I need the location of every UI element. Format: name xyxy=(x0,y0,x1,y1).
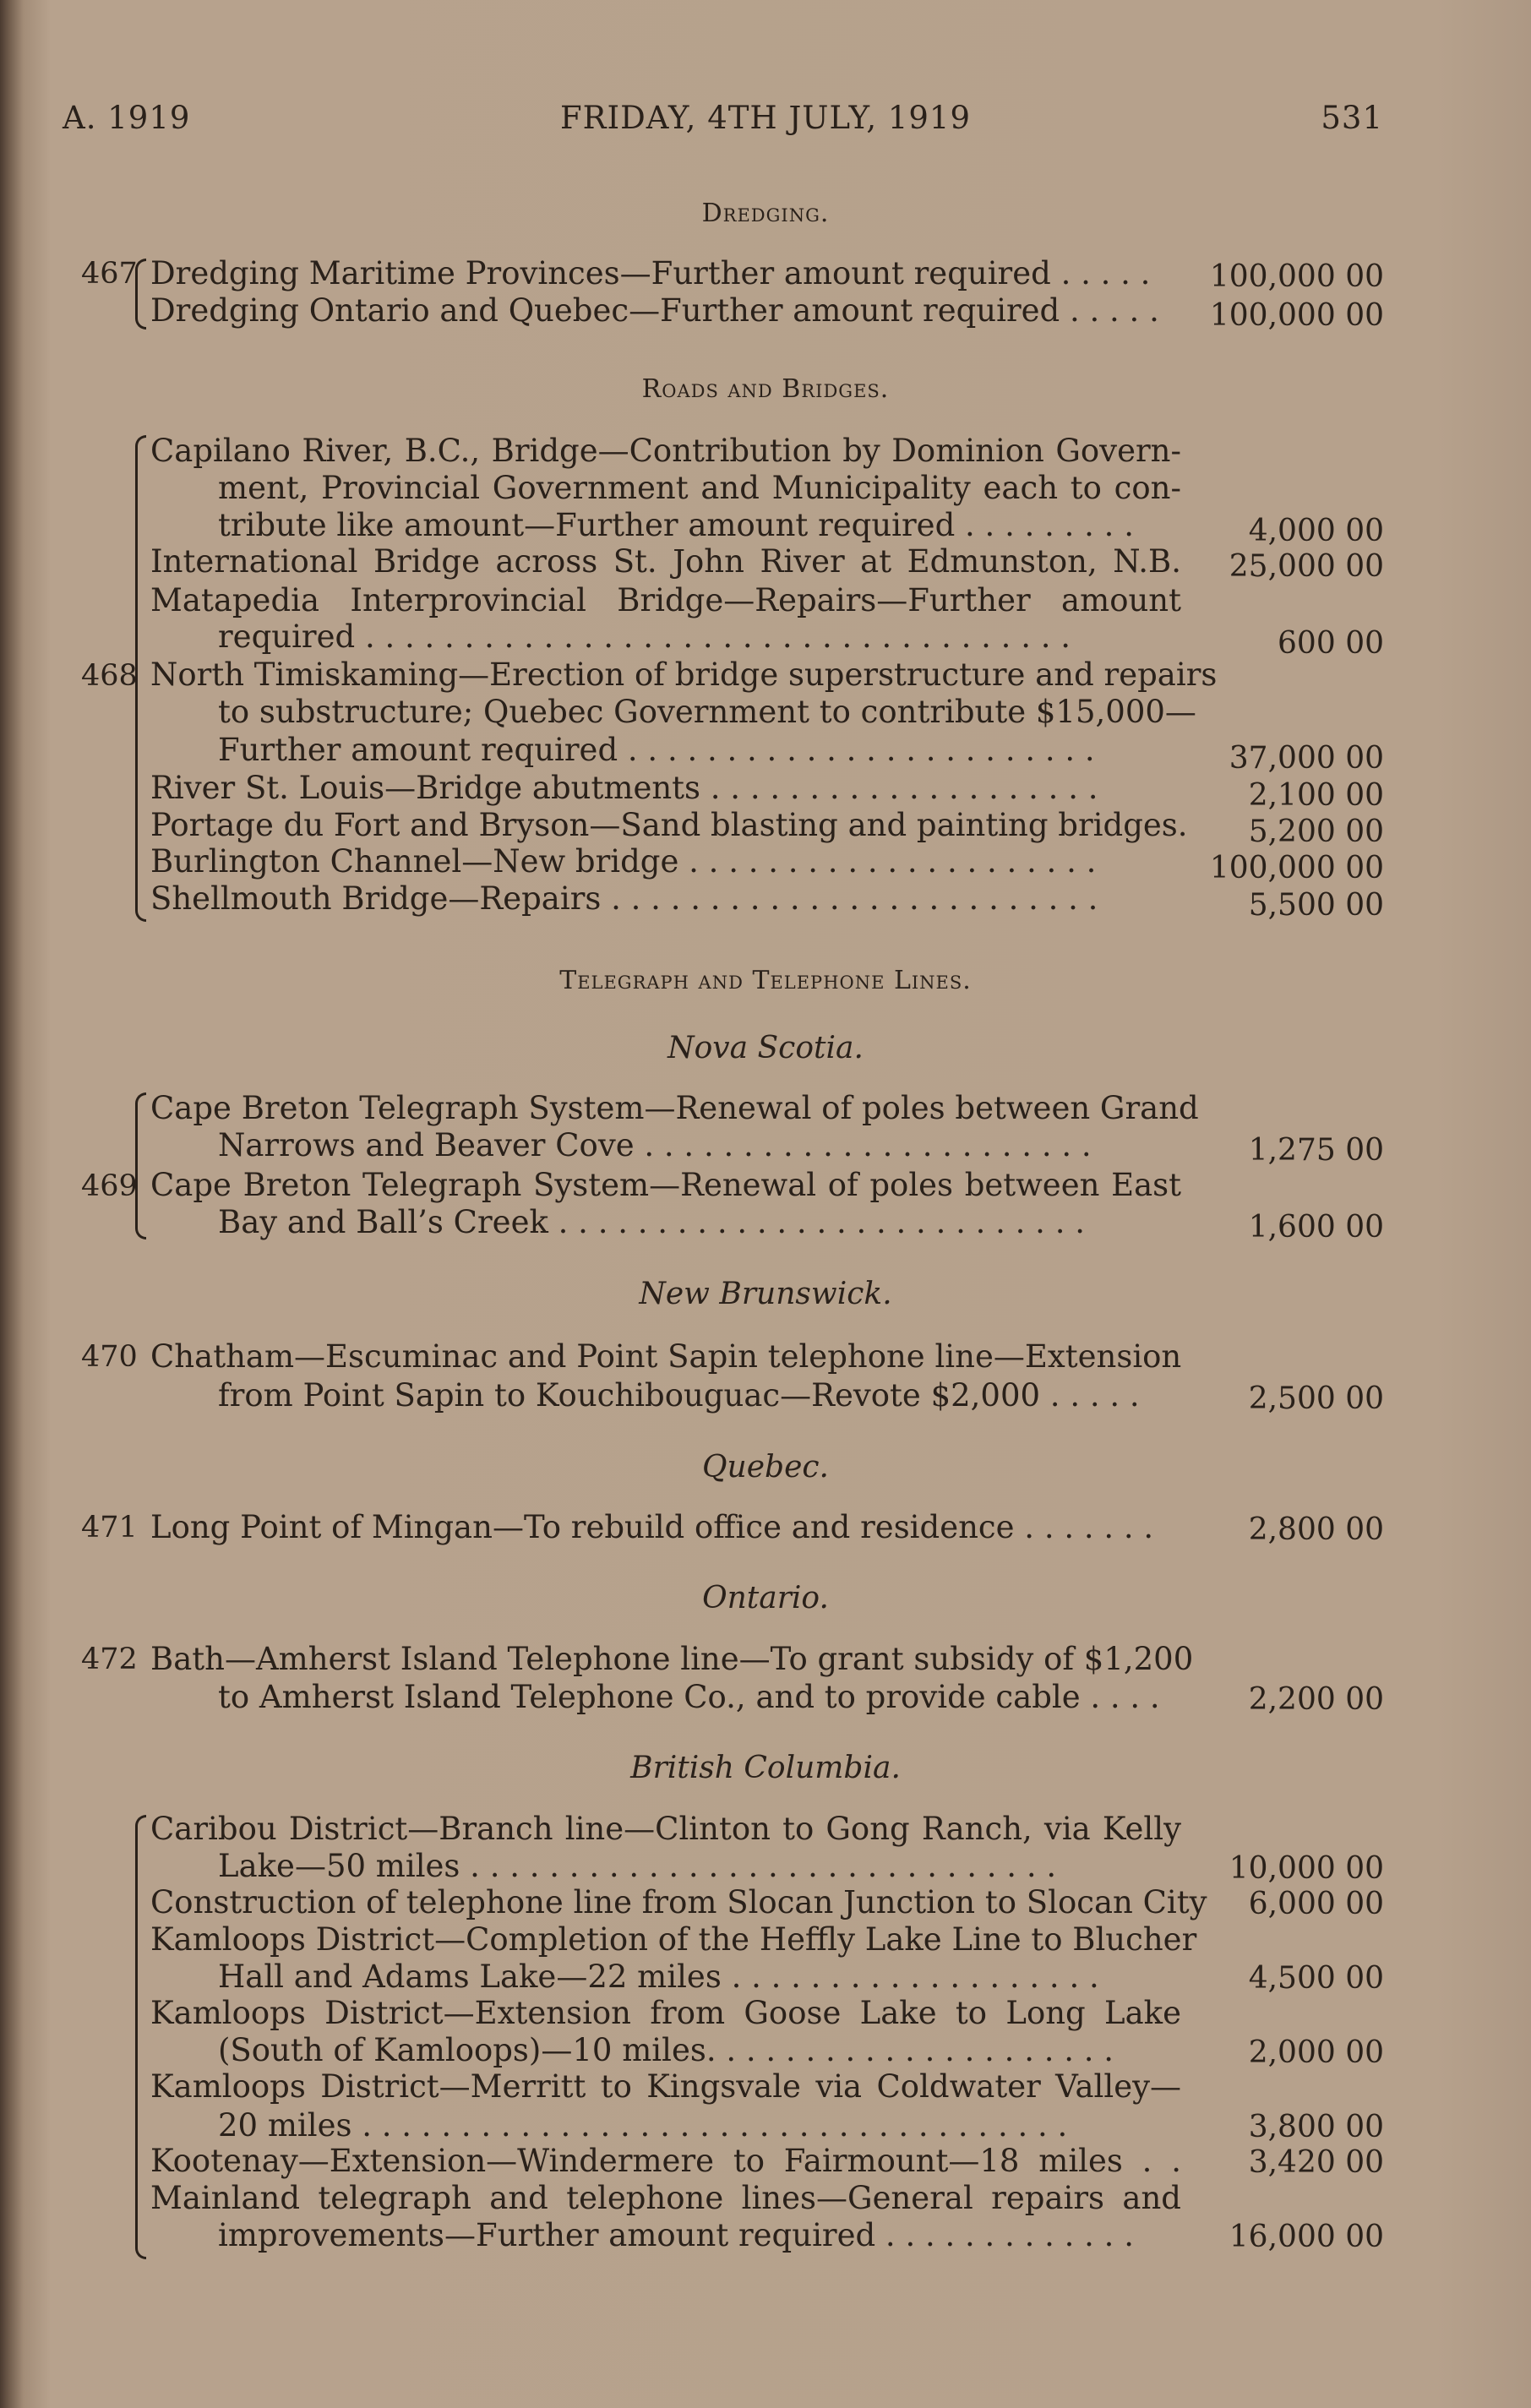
item-text: Matapedia Interprovincial Bridge—Repairs—Further amount xyxy=(150,582,1181,618)
item-brace xyxy=(135,1092,146,1239)
item-number: 467 xyxy=(81,257,138,291)
item-text: to substructure; Quebec Government to contribute $15,000— xyxy=(218,694,1196,730)
item-text: Dredging Ontario and Quebec—Further amount required . . . . . xyxy=(150,292,1159,329)
item-text: Dredging Maritime Provinces—Further amount required . . . . . xyxy=(150,255,1151,291)
item-amount: 5,200 00 xyxy=(1248,814,1384,849)
item-text: North Timiskaming—Erection of bridge superstructure and repairs xyxy=(150,656,1218,693)
item-text: Burlington Channel—New bridge . . . . . . . . . . . . . . . . . . . . . xyxy=(150,843,1097,880)
subsection-heading: Quebec. xyxy=(702,1450,829,1485)
item-amount: 4,000 00 xyxy=(1248,514,1384,548)
section-heading-dredging: Dredging. xyxy=(701,199,830,228)
item-text: Capilano River, B.C., Bridge—Contribution by Dominion Govern- xyxy=(150,433,1181,469)
page-number: 531 xyxy=(1321,100,1383,136)
item-brace xyxy=(135,1815,146,2259)
item-amount: 4,500 00 xyxy=(1248,1961,1384,1996)
item-amount: 25,000 00 xyxy=(1229,549,1384,584)
item-number: 469 xyxy=(81,1169,138,1203)
item-amount: 3,800 00 xyxy=(1248,2110,1384,2144)
item-amount: 100,000 00 xyxy=(1209,259,1384,294)
item-number: 471 xyxy=(81,1511,138,1544)
item-text: improvements—Further amount required . . . . . . . . . . . . . xyxy=(218,2217,1134,2253)
item-text: Mainland telegraph and telephone lines—General repairs and xyxy=(150,2180,1181,2216)
item-text: Cape Breton Telegraph System—Renewal of poles between East xyxy=(150,1167,1181,1203)
item-text: Cape Breton Telegraph System—Renewal of poles between Grand xyxy=(150,1090,1199,1126)
section-heading-telegraph: Telegraph and Telephone Lines. xyxy=(559,966,972,995)
item-text: Bath—Amherst Island Telephone line—To grant subsidy of $1,200 xyxy=(150,1641,1194,1677)
item-text: ment, Provincial Government and Municipality each to con- xyxy=(218,470,1181,506)
item-text: Lake—50 miles . . . . . . . . . . . . . . . . . . . . . . . . . . . . . . xyxy=(218,1848,1057,1884)
item-amount: 6,000 00 xyxy=(1248,1887,1384,1921)
item-text: Kamloops District—Completion of the Heffly Lake Line to Blucher xyxy=(150,1921,1197,1958)
item-amount: 100,000 00 xyxy=(1209,298,1384,333)
item-text: Caribou District—Branch line—Clinton to Gong Ranch, via Kelly xyxy=(150,1811,1181,1847)
session-year: A. 1919 xyxy=(63,100,191,136)
item-text: Long Point of Mingan—To rebuild office and residence . . . . . . . xyxy=(150,1509,1154,1545)
item-amount: 5,500 00 xyxy=(1248,888,1384,923)
item-text: tribute like amount—Further amount required . . . . . . . . . xyxy=(218,507,1134,543)
item-text: Portage du Fort and Bryson—Sand blasting and painting bridges. xyxy=(150,807,1188,843)
subsection-heading: Ontario. xyxy=(702,1581,829,1615)
item-text: Kamloops District—Merritt to Kingsvale via Coldwater Valley— xyxy=(150,2068,1181,2105)
subsection-heading: Nova Scotia. xyxy=(667,1031,864,1065)
item-amount: 37,000 00 xyxy=(1229,741,1384,776)
item-number: 468 xyxy=(81,659,138,693)
item-text: Construction of telephone line from Slocan Junction to Slocan City xyxy=(150,1884,1207,1920)
item-text: International Bridge across St. John River at Edmunston, N.B. xyxy=(150,543,1181,580)
item-text: from Point Sapin to Kouchibouguac—Revote $2,000 . . . . . xyxy=(218,1377,1140,1414)
item-text: 20 miles . . . . . . . . . . . . . . . . . . . . . . . . . . . . . . . . . . . . xyxy=(218,2107,1068,2144)
item-amount: 2,100 00 xyxy=(1248,778,1384,813)
item-amount: 2,200 00 xyxy=(1248,1682,1384,1717)
item-amount: 1,600 00 xyxy=(1248,1210,1384,1245)
item-text: Further amount required . . . . . . . . . . . . . . . . . . . . . . . . xyxy=(218,732,1095,768)
item-amount: 2,800 00 xyxy=(1248,1512,1384,1547)
item-text: River St. Louis—Bridge abutments . . . . . . . . . . . . . . . . . . . . xyxy=(150,770,1098,806)
item-amount: 100,000 00 xyxy=(1209,851,1384,885)
item-text: Shellmouth Bridge—Repairs . . . . . . . . . . . . . . . . . . . . . . . . . xyxy=(150,880,1098,917)
item-brace xyxy=(135,259,146,330)
item-text: to Amherst Island Telephone Co., and to provide cable . . . . xyxy=(218,1679,1160,1715)
item-text: Narrows and Beaver Cove . . . . . . . . . . . . . . . . . . . . . . . xyxy=(218,1127,1092,1163)
item-number: 472 xyxy=(81,1643,138,1676)
item-text: required . . . . . . . . . . . . . . . . . . . . . . . . . . . . . . . . . . . . xyxy=(218,618,1071,655)
item-text: Chatham—Escuminac and Point Sapin telephone line—Extension xyxy=(150,1338,1182,1375)
subsection-heading: New Brunswick. xyxy=(639,1277,892,1311)
item-text: Kamloops District—Extension from Goose Lake to Long Lake xyxy=(150,1995,1181,2031)
item-amount: 16,000 00 xyxy=(1229,2220,1384,2254)
item-amount: 10,000 00 xyxy=(1229,1851,1384,1886)
item-amount: 1,275 00 xyxy=(1248,1133,1384,1168)
item-number: 470 xyxy=(81,1340,138,1374)
item-text: Bay and Ball’s Creek . . . . . . . . . . . . . . . . . . . . . . . . . . . xyxy=(218,1204,1085,1240)
page-date: FRIDAY, 4TH JULY, 1919 xyxy=(559,100,972,136)
subsection-heading: British Columbia. xyxy=(630,1751,901,1785)
section-heading-roads: Roads and Bridges. xyxy=(641,374,890,404)
item-text: Hall and Adams Lake—22 miles . . . . . . . . . . . . . . . . . . . xyxy=(218,1959,1099,1995)
item-amount: 2,500 00 xyxy=(1248,1381,1384,1416)
item-text: (South of Kamloops)—10 miles. . . . . . . . . . . . . . . . . . . . . xyxy=(218,2032,1114,2068)
item-amount: 2,000 00 xyxy=(1248,2035,1384,2070)
item-amount: 3,420 00 xyxy=(1248,2145,1384,2180)
item-amount: 600 00 xyxy=(1278,626,1384,661)
item-text: Kootenay—Extension—Windermere to Fairmount—18 miles . . xyxy=(150,2143,1181,2179)
